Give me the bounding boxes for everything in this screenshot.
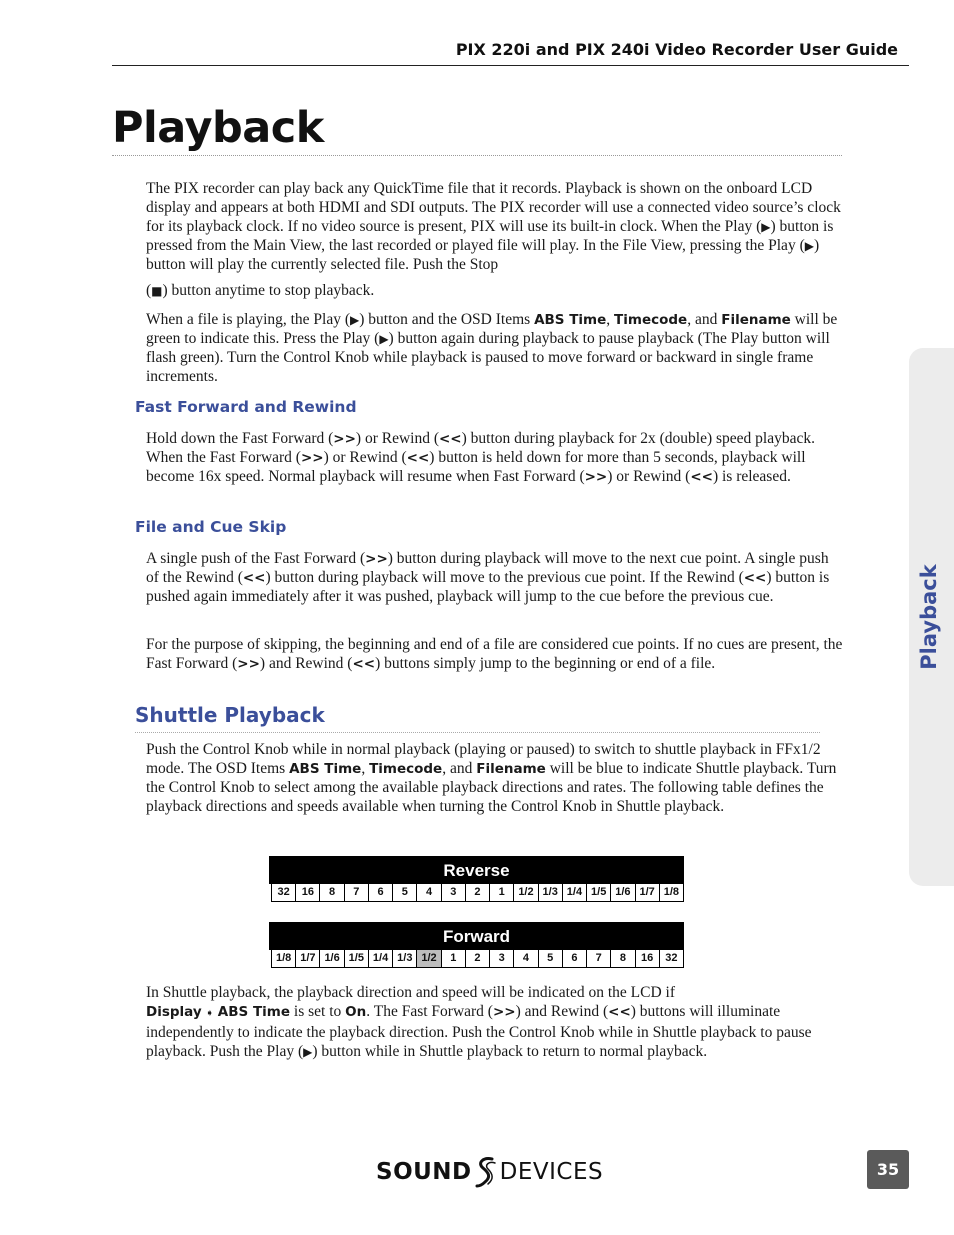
rw-symbol: << xyxy=(608,1003,631,1020)
play-icon: ▶ xyxy=(303,1044,313,1059)
forward-speed-row xyxy=(271,950,684,968)
reverse-speed-cell: 1/5 xyxy=(587,884,611,901)
rw-symbol: << xyxy=(352,655,376,672)
reverse-speed-cell: 8 xyxy=(320,884,344,901)
logo-word-sound: SOUND xyxy=(376,1159,472,1185)
cue-heading: File and Cue Skip xyxy=(135,518,287,536)
reverse-speed-cell: 16 xyxy=(296,884,320,901)
forward-speed-cell: 1/4 xyxy=(369,950,393,967)
reverse-speed-cell: 3 xyxy=(442,884,466,901)
menu-abs-time: ABS Time xyxy=(217,1003,291,1020)
ff-symbol: >> xyxy=(333,431,356,447)
reverse-speed-cell: 5 xyxy=(393,884,417,901)
reverse-speed-cell: 1/6 xyxy=(611,884,635,901)
rw-symbol: << xyxy=(406,449,430,466)
forward-speed-cell: 1/2 xyxy=(417,950,441,967)
forward-speed-cell: 1/3 xyxy=(393,950,417,967)
reverse-speed-cell: 1/4 xyxy=(563,884,587,901)
ff-symbol: >> xyxy=(584,468,608,485)
stop-icon: ■ xyxy=(151,283,163,298)
menu-display: Display xyxy=(146,1003,202,1020)
osd-filename: Filename xyxy=(476,760,546,777)
forward-speed-cell: 32 xyxy=(665,952,678,964)
rw-symbol: << xyxy=(242,569,266,586)
forward-speed-cell: 1/5 xyxy=(345,950,369,967)
menu-arrow-icon: ➧ xyxy=(205,1007,214,1019)
forward-speed-cell: 3 xyxy=(490,950,514,967)
shuttle-indicator-paragraph: In Shuttle playback, the playback direction and speed will be indicated on the LCD if Display ➧ ABS Time is set to On. The Fast Forward (>>) and Rewind (<<) buttons will illuminate independently to indicate the playback direction. Push the Control Knob while in Shuttle playback to pause playback. Push the Play (▶) button while in Shuttle playback to return to normal playback. xyxy=(146,984,812,1060)
header-rule xyxy=(112,65,909,66)
forward-speed-cell: 1/6 xyxy=(320,950,344,967)
ff-symbol: >> xyxy=(300,449,324,466)
page-title: Playback xyxy=(112,103,324,153)
reverse-speed-cell: 1/3 xyxy=(539,884,563,901)
reverse-speed-cell: 4 xyxy=(417,884,441,901)
osd-timecode: Timecode xyxy=(369,760,443,777)
reverse-speed-cell: 7 xyxy=(345,884,369,901)
ffrw-paragraph: Hold down the Fast Forward (>>) or Rewind (<<) button during playback for 2x (double) speed playback. When the Fast Forward (>>) or Rewind (<<) button is held down for more than 5 seconds, playback will become 16x speed. Normal playback will resume when Fast Forward (>>) or Rewind (<<) is released. xyxy=(146,430,815,485)
osd-abs-time: ABS Time xyxy=(289,760,362,777)
play-icon: ▶ xyxy=(350,313,360,327)
forward-speed-cell: 6 xyxy=(563,950,587,967)
forward-speed-cell: 2 xyxy=(466,950,490,967)
reverse-speed-cell: 6 xyxy=(369,884,393,901)
ffrw-heading: Fast Forward and Rewind xyxy=(135,398,357,416)
running-header: PIX 220i and PIX 240i Video Recorder User Guide xyxy=(455,40,898,59)
reverse-speed-table xyxy=(269,856,684,902)
ff-symbol: >> xyxy=(365,551,388,567)
shuttle-rule xyxy=(135,732,820,733)
forward-speed-cell: 1 xyxy=(442,950,466,967)
chapter-side-tab-label: Playback xyxy=(917,564,941,670)
logo-word-devices: DEVICES xyxy=(499,1159,604,1185)
forward-speed-cell: 4 xyxy=(514,950,538,967)
reverse-speed-cell: 2 xyxy=(466,884,490,901)
playing-paragraph: When a file is playing, the Play (▶) button and the OSD Items ABS Time, Timecode, and Filename will be green to indicate this. Press the Play (▶) button again during playback to pause playback (The Play button will flash green). Turn the Control Knob while playback is paused to move forward or backward in single frame increments. xyxy=(146,311,838,385)
setting-on: On xyxy=(345,1003,367,1020)
forward-speed-cell: 1/7 xyxy=(296,950,320,967)
forward-table-header: Forward xyxy=(269,922,684,950)
cue-paragraph: A single push of the Fast Forward (>>) button during playback will move to the next cue point. A single push of the Rewind (<<) button during playback will move to the previous cue point. If the Rewind (<<) button is pushed again immediately after it was pushed, playback will jump to the cue before the previous cue. xyxy=(146,550,830,605)
osd-abs-time: ABS Time xyxy=(534,312,607,328)
cue-paragraph-2: For the purpose of skipping, the beginning and end of a file are considered cue points. If no cues are present, the Fast Forward (>>) and Rewind (<<) buttons simply jump to the beginning or end of a file. xyxy=(146,636,843,672)
reverse-speed-cell: 32 xyxy=(272,884,296,901)
sound-devices-logo xyxy=(376,1155,603,1189)
play-icon: ▶ xyxy=(761,219,771,234)
reverse-speed-row xyxy=(271,884,684,902)
reverse-table-header: Reverse xyxy=(269,856,684,884)
play-icon: ▶ xyxy=(379,331,389,346)
osd-timecode: Timecode xyxy=(614,312,688,328)
logo-wave-icon xyxy=(473,1155,499,1189)
forward-speed-cell: 16 xyxy=(636,950,660,967)
forward-speed-cell: 1/8 xyxy=(272,950,296,967)
play-icon: ▶ xyxy=(804,238,814,253)
intro-paragraph: The PIX recorder can play back any QuickTime file that it records. Playback is shown on the onboard LCD display and appears at both HDMI and SDI outputs. The PIX recorder will use a connected video source’s clock for its playback clock. If no video source is present, PIX will use its built-in clock. When the Play (▶) button is pressed from the Main View, the last recorded or played file will play. In the File View, pressing the Play (▶) button will play the currently selected file. Push the Stop (■) button anytime to stop playback. xyxy=(146,180,841,299)
forward-speed-cell: 7 xyxy=(587,950,611,967)
osd-filename: Filename xyxy=(721,312,791,328)
reverse-speed-cell: 1/2 xyxy=(514,884,538,901)
rw-symbol: << xyxy=(690,468,713,485)
ff-symbol: >> xyxy=(237,655,260,672)
title-rule xyxy=(112,155,842,156)
rw-symbol: << xyxy=(743,569,767,586)
forward-speed-cell: 5 xyxy=(539,950,563,967)
rw-symbol: << xyxy=(438,431,462,447)
ff-symbol: >> xyxy=(492,1003,516,1020)
shuttle-paragraph: Push the Control Knob while in normal playback (playing or paused) to switch to shuttle playback in FFx1/2 mode. The OSD Items ABS Time, Timecode, and Filename will be blue to indicate Shuttle playback. Turn the Control Knob to select among the available playback directions and rates. The following table defines the playback directions and speeds available when turning the Control Knob in Shuttle playback. xyxy=(146,741,837,815)
shuttle-heading: Shuttle Playback xyxy=(135,703,325,727)
reverse-speed-cell: 1 xyxy=(490,884,514,901)
reverse-speed-cell: 1/8 xyxy=(663,886,680,898)
page-number: 35 xyxy=(867,1150,909,1189)
forward-speed-table xyxy=(269,922,684,968)
forward-speed-cell: 8 xyxy=(611,950,635,967)
reverse-speed-cell: 1/7 xyxy=(636,884,660,901)
